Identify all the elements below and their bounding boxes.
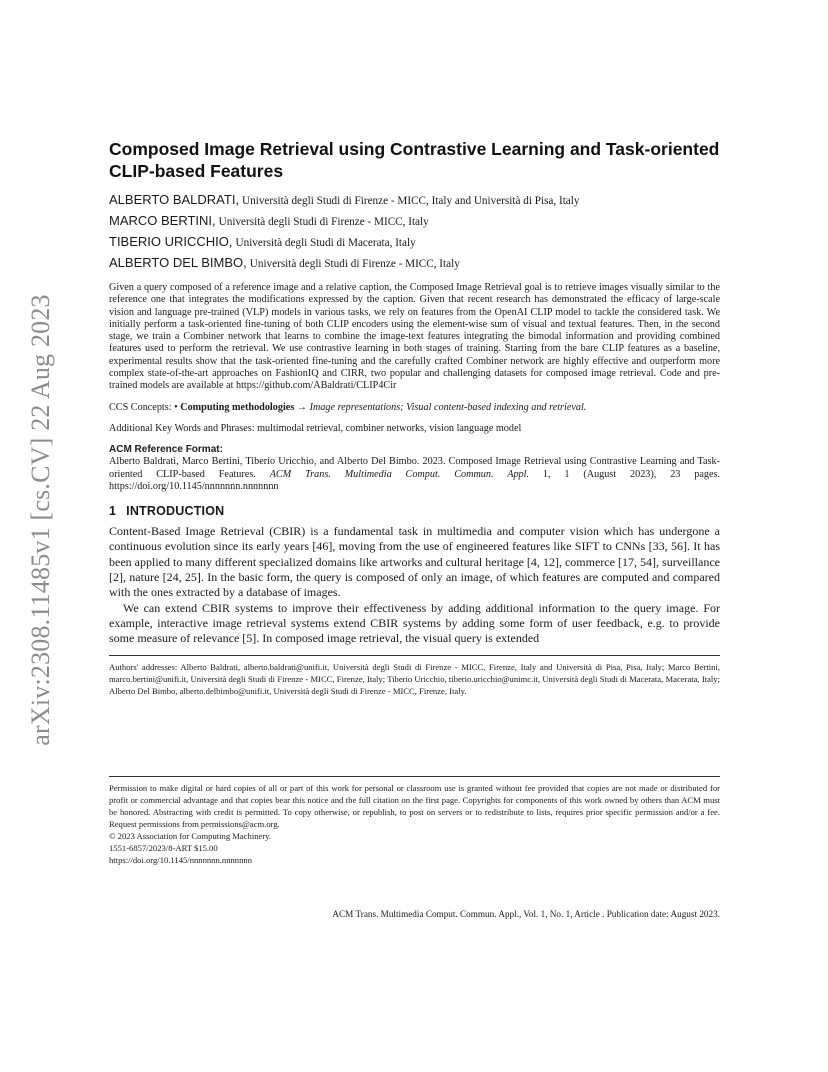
author-name: ALBERTO DEL BIMBO, xyxy=(109,255,247,270)
running-footer: ACM Trans. Multimedia Comput. Commun. Appl., Vol. 1, No. 1, Article . Publication date: August 2023. xyxy=(332,909,720,919)
ccs-bold: Computing methodologies xyxy=(180,401,295,413)
keywords: Additional Key Words and Phrases: multimodal retrieval, combiner networks, vision language model xyxy=(109,422,522,434)
reference-format xyxy=(109,456,720,493)
author-list xyxy=(109,190,720,274)
paper-title: Composed Image Retrieval using Contrastive Learning and Task-oriented CLIP-based Features xyxy=(109,139,720,181)
ccs-label: CCS Concepts: • xyxy=(109,401,181,413)
section-number: 1 xyxy=(109,504,117,519)
section-heading xyxy=(109,504,720,519)
arxiv-sidebar xyxy=(0,0,55,746)
ccs-italic: Image representations; Visual content-based indexing and retrieval. xyxy=(309,401,587,413)
author-affiliation: Università degli Studi di Firenze - MICC, Italy and Università di Pisa, Italy xyxy=(242,195,580,207)
authors-addresses: Authors' addresses: Alberto Baldrati, alberto.baldrati@unifi.it, Università degli Studi di Firenze - MICC, Firenze, Italy and Università di Pisa, Pisa, Italy; Marco Bertini, marco.bertini@unifi.it, Università degli Studi di Firenze - MICC, Firenze, Italy; Tiberio Uricchio, tiberio.uricchio@unimc.it, Università degli Studi di Macerata, Macerata, Italy; Alberto Del Bimbo, alberto.delbimbo@unifi.it, Università degli Studi di Firenze - MICC, Firenze, Italy. xyxy=(109,661,720,696)
section-title: INTRODUCTION xyxy=(126,504,225,519)
author-affiliation: Università degli Studi di Firenze - MICC, Italy xyxy=(218,216,429,228)
author-name: MARCO BERTINI, xyxy=(109,213,216,228)
copyright: © 2023 Association for Computing Machinery. xyxy=(109,831,272,841)
author-4 xyxy=(109,253,720,274)
author-name: ALBERTO BALDRATI, xyxy=(109,192,240,207)
arxiv-identifier: arXiv:2308.11485v1 [cs.CV] 22 Aug 2023 xyxy=(26,294,55,746)
intro-paragraph-1: Content-Based Image Retrieval (CBIR) is a fundamental task in multimedia and computer vision which has undergone a continuous evolution since its early years [46], moving from the use of engineered features like SIFT to CNNs [33, 56]. It has been applied to many different specialized domains like artworks and cultural heritage [4, 12], commerce [17, 54], surveillance [2], nature [24, 25]. In the basic form, the query is composed of only an image, of which features are computed and compared with the ones extracted by a database of images. xyxy=(109,524,720,600)
permission-notice: Permission to make digital or hard copies of all or part of this work for personal or classroom use is granted without fee provided that copies are not made or distributed for profit or commercial advantage and that copies bear this notice and the full citation on the first page. Copyrights for components of this work owned by others than ACM must be honored. Abstracting with credit is permitted. To copy otherwise, or republish, to post on servers or to redistribute to lists, requires prior specific permission and/or a fee. Request permissions from permissions@acm.org. xyxy=(109,783,720,829)
abstract: Given a query composed of a reference image and a relative caption, the Composed Image Retrieval goal is to retrieve images visually similar to the reference one that integrates the modifications expressed by the caption. Given that recent research has demonstrated the efficacy of large-scale vision and language pre-trained (VLP) models in various tasks, we rely on features from the OpenAI CLIP model to tackle the considered task. We initially perform a task-oriented fine-tuning of both CLIP encoders using the element-wise sum of visual and textual features. Then, in the second stage, we train a Combiner network that learns to combine the image-text features integrating the bimodal information and providing combined features used to perform the retrieval. We use contrastive learning in both stages of training. Starting from the bare CLIP features as a baseline, experimental results show that the task-oriented fine-tuning and the carefully crafted Combiner network are highly effective and outperform more complex state-of-the-art approaches on FashionIQ and CIRR, two popular and challenging datasets for composed image retrieval. Code and pre-trained models are available at https://github.com/ABaldrati/CLIP4Cir xyxy=(109,282,720,392)
ccs-arrow: → xyxy=(294,401,310,413)
issn: 1551-6857/2023/8-ART $15.00 xyxy=(109,843,218,853)
permission-block xyxy=(109,776,720,866)
paper-first-page xyxy=(109,138,720,697)
author-affiliation: Università degli Studi di Firenze - MICC, Italy xyxy=(249,258,460,270)
intro-paragraph-2: We can extend CBIR systems to improve their effectiveness by adding additional information to the query image. For example, interactive image retrieval systems extend CBIR systems by adding some form of user feedback, e.g. to provide some measure of relevance [5]. In composed image retrieval, the visual query is extended xyxy=(109,600,720,646)
ccs-concepts xyxy=(109,402,720,414)
reference-format-heading: ACM Reference Format: xyxy=(109,444,223,456)
author-2 xyxy=(109,211,720,232)
doi-link[interactable]: https://doi.org/10.1145/nnnnnnn.nnnnnnn xyxy=(109,855,252,865)
author-name: TIBERIO URICCHIO, xyxy=(109,234,233,249)
permission-divider xyxy=(109,776,720,777)
footnote-divider xyxy=(109,655,720,656)
author-1 xyxy=(109,190,720,211)
author-3 xyxy=(109,232,720,253)
reference-text-tail: 1, 1 (August 2023), 23 pages. https://doi.org/10.1145/nnnnnnn.nnnnnnn xyxy=(109,468,720,492)
author-affiliation: Università degli Studi di Macerata, Italy xyxy=(235,237,416,249)
reference-journal: ACM Trans. Multimedia Comput. Commun. Appl. xyxy=(269,468,530,480)
reference-text: Alberto Baldrati, Marco Bertini, Tiberio Uricchio, and Alberto Del Bimbo. 2023. Composed Image Retrieval using Contrastive Learning and Task-oriented CLIP-based Features. xyxy=(109,456,720,480)
